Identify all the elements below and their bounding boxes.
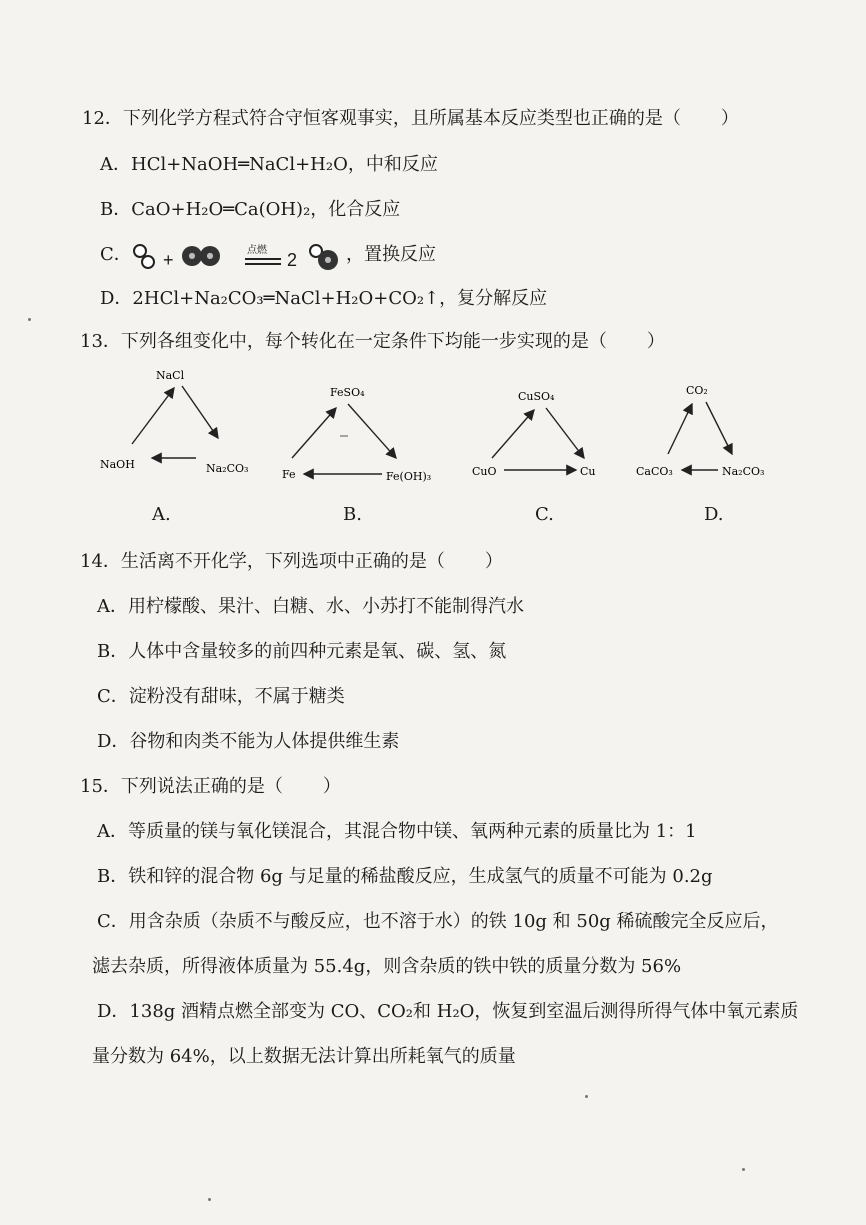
diagram-d-letter: D. bbox=[704, 504, 724, 525]
diagram-c bbox=[470, 384, 630, 489]
scan-speck bbox=[208, 1198, 211, 1201]
q12-option-d: D．2HCl+Na₂CO₃═NaCl+H₂O+CO₂↑，复分解反应 bbox=[100, 288, 548, 309]
diagram-c-letter: C. bbox=[535, 504, 554, 525]
diagram-c-right: Cu bbox=[580, 465, 596, 478]
diagram-b-left: Fe bbox=[282, 468, 296, 481]
diagram-b-top: FeSO₄ bbox=[330, 386, 365, 399]
q15-option-c-line2: 滤去杂质，所得液体质量为 55.4g，则含杂质的铁中铁的质量分数为 56% bbox=[92, 956, 682, 977]
arrow-down-right bbox=[546, 408, 584, 458]
dark-atom-icon: ● bbox=[318, 250, 338, 270]
q13-stem bbox=[80, 331, 665, 353]
diagram-b-letter: B. bbox=[343, 504, 362, 525]
q12-option-b: B．CaO+H₂O═Ca(OH)₂，化合反应 bbox=[100, 199, 401, 220]
scan-speck bbox=[742, 1168, 745, 1171]
q12-stem-text: 12．下列化学方程式符合守恒客观事实，且所属基本反应类型也正确的是（ bbox=[82, 108, 681, 129]
diagram-a-letter: A. bbox=[152, 504, 171, 525]
diagram-c-top: CuSO₄ bbox=[518, 390, 555, 403]
diagram-d bbox=[634, 378, 794, 488]
dark-atom-icon: ● bbox=[200, 246, 220, 266]
diagram-a-left: NaOH bbox=[100, 458, 135, 471]
q15-stem bbox=[80, 776, 341, 798]
scan-speck bbox=[28, 318, 31, 321]
arrow-down-right bbox=[182, 386, 218, 438]
diagram-a-top: NaCl bbox=[156, 369, 185, 382]
white-atom-icon bbox=[141, 255, 155, 269]
q13-stem-close: ） bbox=[646, 331, 665, 352]
plus-sign: + bbox=[163, 250, 174, 270]
q14-stem-text: 14．生活离不开化学，下列选项中正确的是（ bbox=[80, 551, 445, 572]
q14-stem-close: ） bbox=[484, 551, 503, 572]
q12-option-c-suffix: ，置换反应 bbox=[346, 244, 436, 265]
q15-option-d-line2: 量分数为 64%，以上数据无法计算出所耗氧气的质量 bbox=[92, 1046, 516, 1067]
q12-stem bbox=[82, 108, 739, 130]
q14-option-b: B．人体中含量较多的前四种元素是氧、碳、氢、氮 bbox=[97, 641, 507, 662]
diagram-d-top: CO₂ bbox=[686, 384, 708, 397]
q14-option-a: A．用柠檬酸、果汁、白糖、水、小苏打不能制得汽水 bbox=[97, 596, 524, 617]
diagram-c-left: CuO bbox=[472, 465, 497, 478]
equals-bar-icon bbox=[245, 263, 281, 265]
diagram-a-right: Na₂CO₃ bbox=[206, 462, 249, 475]
q15-stem-close: ） bbox=[322, 776, 341, 797]
q12-stem-close: ） bbox=[720, 108, 739, 129]
q13-stem-text: 13．下列各组变化中，每个转化在一定条件下均能一步实现的是（ bbox=[80, 331, 607, 352]
q14-option-d: D．谷物和肉类不能为人体提供维生素 bbox=[97, 731, 400, 752]
arrow-up-right bbox=[668, 404, 692, 454]
q15-option-d-line1: D．138g 酒精点燃全部变为 CO、CO₂和 H₂O，恢复到室温后测得所得气体中氧元素质 bbox=[97, 1001, 799, 1022]
reaction-condition: 点燃 bbox=[247, 245, 267, 256]
q12-option-a: A．HCl+NaOH═NaCl+H₂O，中和反应 bbox=[100, 154, 438, 175]
q14-option-c: C．淀粉没有甜味，不属于糖类 bbox=[97, 686, 345, 707]
q15-option-a: A．等质量的镁与氧化镁混合，其混合物中镁、氧两种元素的质量比为 1：1 bbox=[97, 821, 697, 842]
diagram-d-right: Na₂CO₃ bbox=[722, 465, 765, 478]
arrow-down-right bbox=[706, 402, 732, 454]
diagram-b-right: Fe(OH)₃ bbox=[386, 470, 432, 483]
arrow-up-right bbox=[292, 408, 336, 458]
diagram-a bbox=[96, 362, 266, 492]
arrow-up-right bbox=[492, 410, 534, 458]
scan-speck bbox=[585, 1095, 588, 1098]
q14-stem bbox=[80, 551, 503, 573]
q12-option-c-prefix: C． bbox=[100, 244, 132, 265]
diagram-b bbox=[278, 380, 448, 490]
q15-option-c-line1: C．用含杂质（杂质不与酸反应，也不溶于水）的铁 10g 和 50g 稀硫酸完全反应后， bbox=[97, 911, 779, 932]
arrow-down-right bbox=[348, 404, 396, 458]
q15-stem-text: 15．下列说法正确的是（ bbox=[80, 776, 283, 797]
equals-bar-icon bbox=[245, 258, 281, 260]
q15-option-b: B．铁和锌的混合物 6g 与足量的稀盐酸反应，生成氢气的质量不可能为 0.2g bbox=[97, 866, 713, 887]
diagram-d-left: CaCO₃ bbox=[636, 465, 673, 478]
dark-atom-icon: ● bbox=[182, 246, 202, 266]
coefficient: 2 bbox=[287, 250, 298, 270]
arrow-up-left bbox=[132, 388, 174, 444]
